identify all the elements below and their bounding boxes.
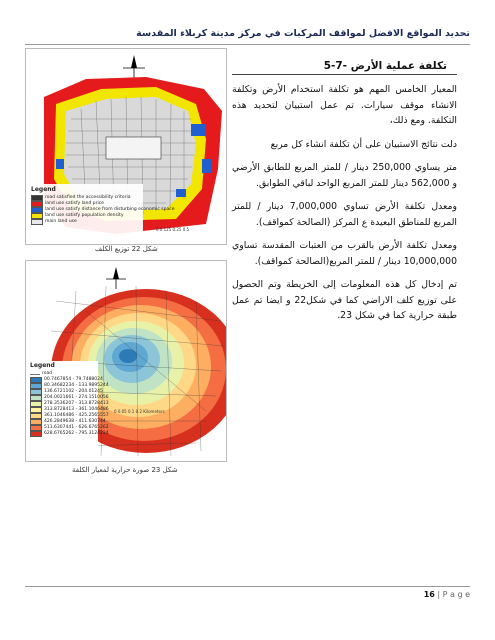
legend-row: 313.8728413 - 361.1046486	[30, 407, 109, 413]
figure1-caption: شكل 22 توزيع الكلف	[95, 245, 158, 253]
section-title: 5-7- تكلفة عملية الأرض	[323, 60, 447, 72]
figure1-scale: 0 0.125 0.25 0.5	[156, 227, 190, 232]
paragraph: المعيار الخامس المهم هو تكلفة استخدام الأرض وتكلفة الانشاء موقف سيارات. تم عمل استبيان لتحديد هذه التكلفة. ومع ذلك،	[232, 84, 457, 126]
legend-row: land use satisfy population density	[31, 213, 175, 219]
figure-land-cost-map	[25, 48, 227, 245]
footer-divider	[25, 586, 470, 587]
legend-swatch	[30, 431, 42, 437]
legend-row: road	[30, 371, 109, 377]
figure2-caption: شكل 23 صورة حرارية لمعيار الكلفة	[72, 466, 178, 474]
legend-row: main land use	[31, 219, 175, 225]
figure2-scale: 0 0.05 0.1 0.2 Kilometers	[114, 409, 165, 414]
legend-row: 80.34682234 - 133.9895244	[30, 383, 109, 389]
paragraph: دلت نتائج الاستبيان على أن تكلفة انشاء كل مربع	[270, 138, 457, 150]
figure2-legend	[30, 363, 109, 437]
legend-title: Legend	[31, 186, 56, 193]
legend-row: 204.0021661 - 274.1510056	[30, 395, 109, 401]
running-header: تحديد المواقع الافضل لمواقف المركبات في مركز مدينة كربلاء المقدسة	[136, 28, 470, 39]
legend-row: 00.7467854 - 79.7488024	[30, 377, 109, 383]
legend-row: land use satisfy distance from disturbing economic space	[31, 207, 175, 213]
legend-row: 361.1046486 - 425.2565557	[30, 413, 109, 419]
legend-swatch	[30, 374, 40, 375]
page-number: 16	[423, 590, 435, 599]
legend-row: road satisfied the accessibility criteria	[31, 195, 175, 201]
body-text	[232, 82, 457, 332]
paragraph: تم إدخال كل هذه المعلومات إلى الخريطة وتم الحصول على توزيع كلف الاراضي كما في شكل22 و ايضا تم عمل طبقة حرارية كما في شكل 23.	[232, 279, 457, 321]
paragraph: متر يساوي 250,000 دينار / للمتر المربع للطابق الأرضي و 562,000 دينار للمتر المربع الواحد لباقي الطوابق.	[232, 162, 458, 189]
legend-row: 511.6307441 - 626.6765262	[30, 425, 109, 431]
page-label: P a g e	[442, 590, 470, 599]
section-divider	[232, 74, 457, 75]
legend-row: 628.6765262 - 795.3124224	[30, 431, 109, 437]
legend-swatch	[31, 219, 43, 225]
page-footer: 16 | P a g e	[423, 590, 470, 599]
figure1-legend	[31, 187, 175, 225]
legend-title: Legend	[30, 362, 55, 369]
header-divider	[25, 44, 470, 45]
paragraph: ومعدل تكلفة الأرض تساوي 7,000,000 دينار / للمتر المربع للمناطق البعيدة ع المركز (الصالحة كمواقف).	[232, 201, 457, 228]
legend-row: 426.2849638 - 411.630744	[30, 419, 109, 425]
legend-row: 136.6721102 - 204.01245	[30, 389, 109, 395]
legend-row: land use satisfy land price	[31, 201, 175, 207]
paragraph: ومعدل تكلفة الأرض بالقرب من العتبات المقدسة تساوي 10,000,000 دينار / للمتر المربع(الصالحة كمواقف).	[232, 240, 457, 267]
figure-heat-map	[25, 260, 227, 462]
legend-row: 278.3536207 - 313.8728413	[30, 401, 109, 407]
